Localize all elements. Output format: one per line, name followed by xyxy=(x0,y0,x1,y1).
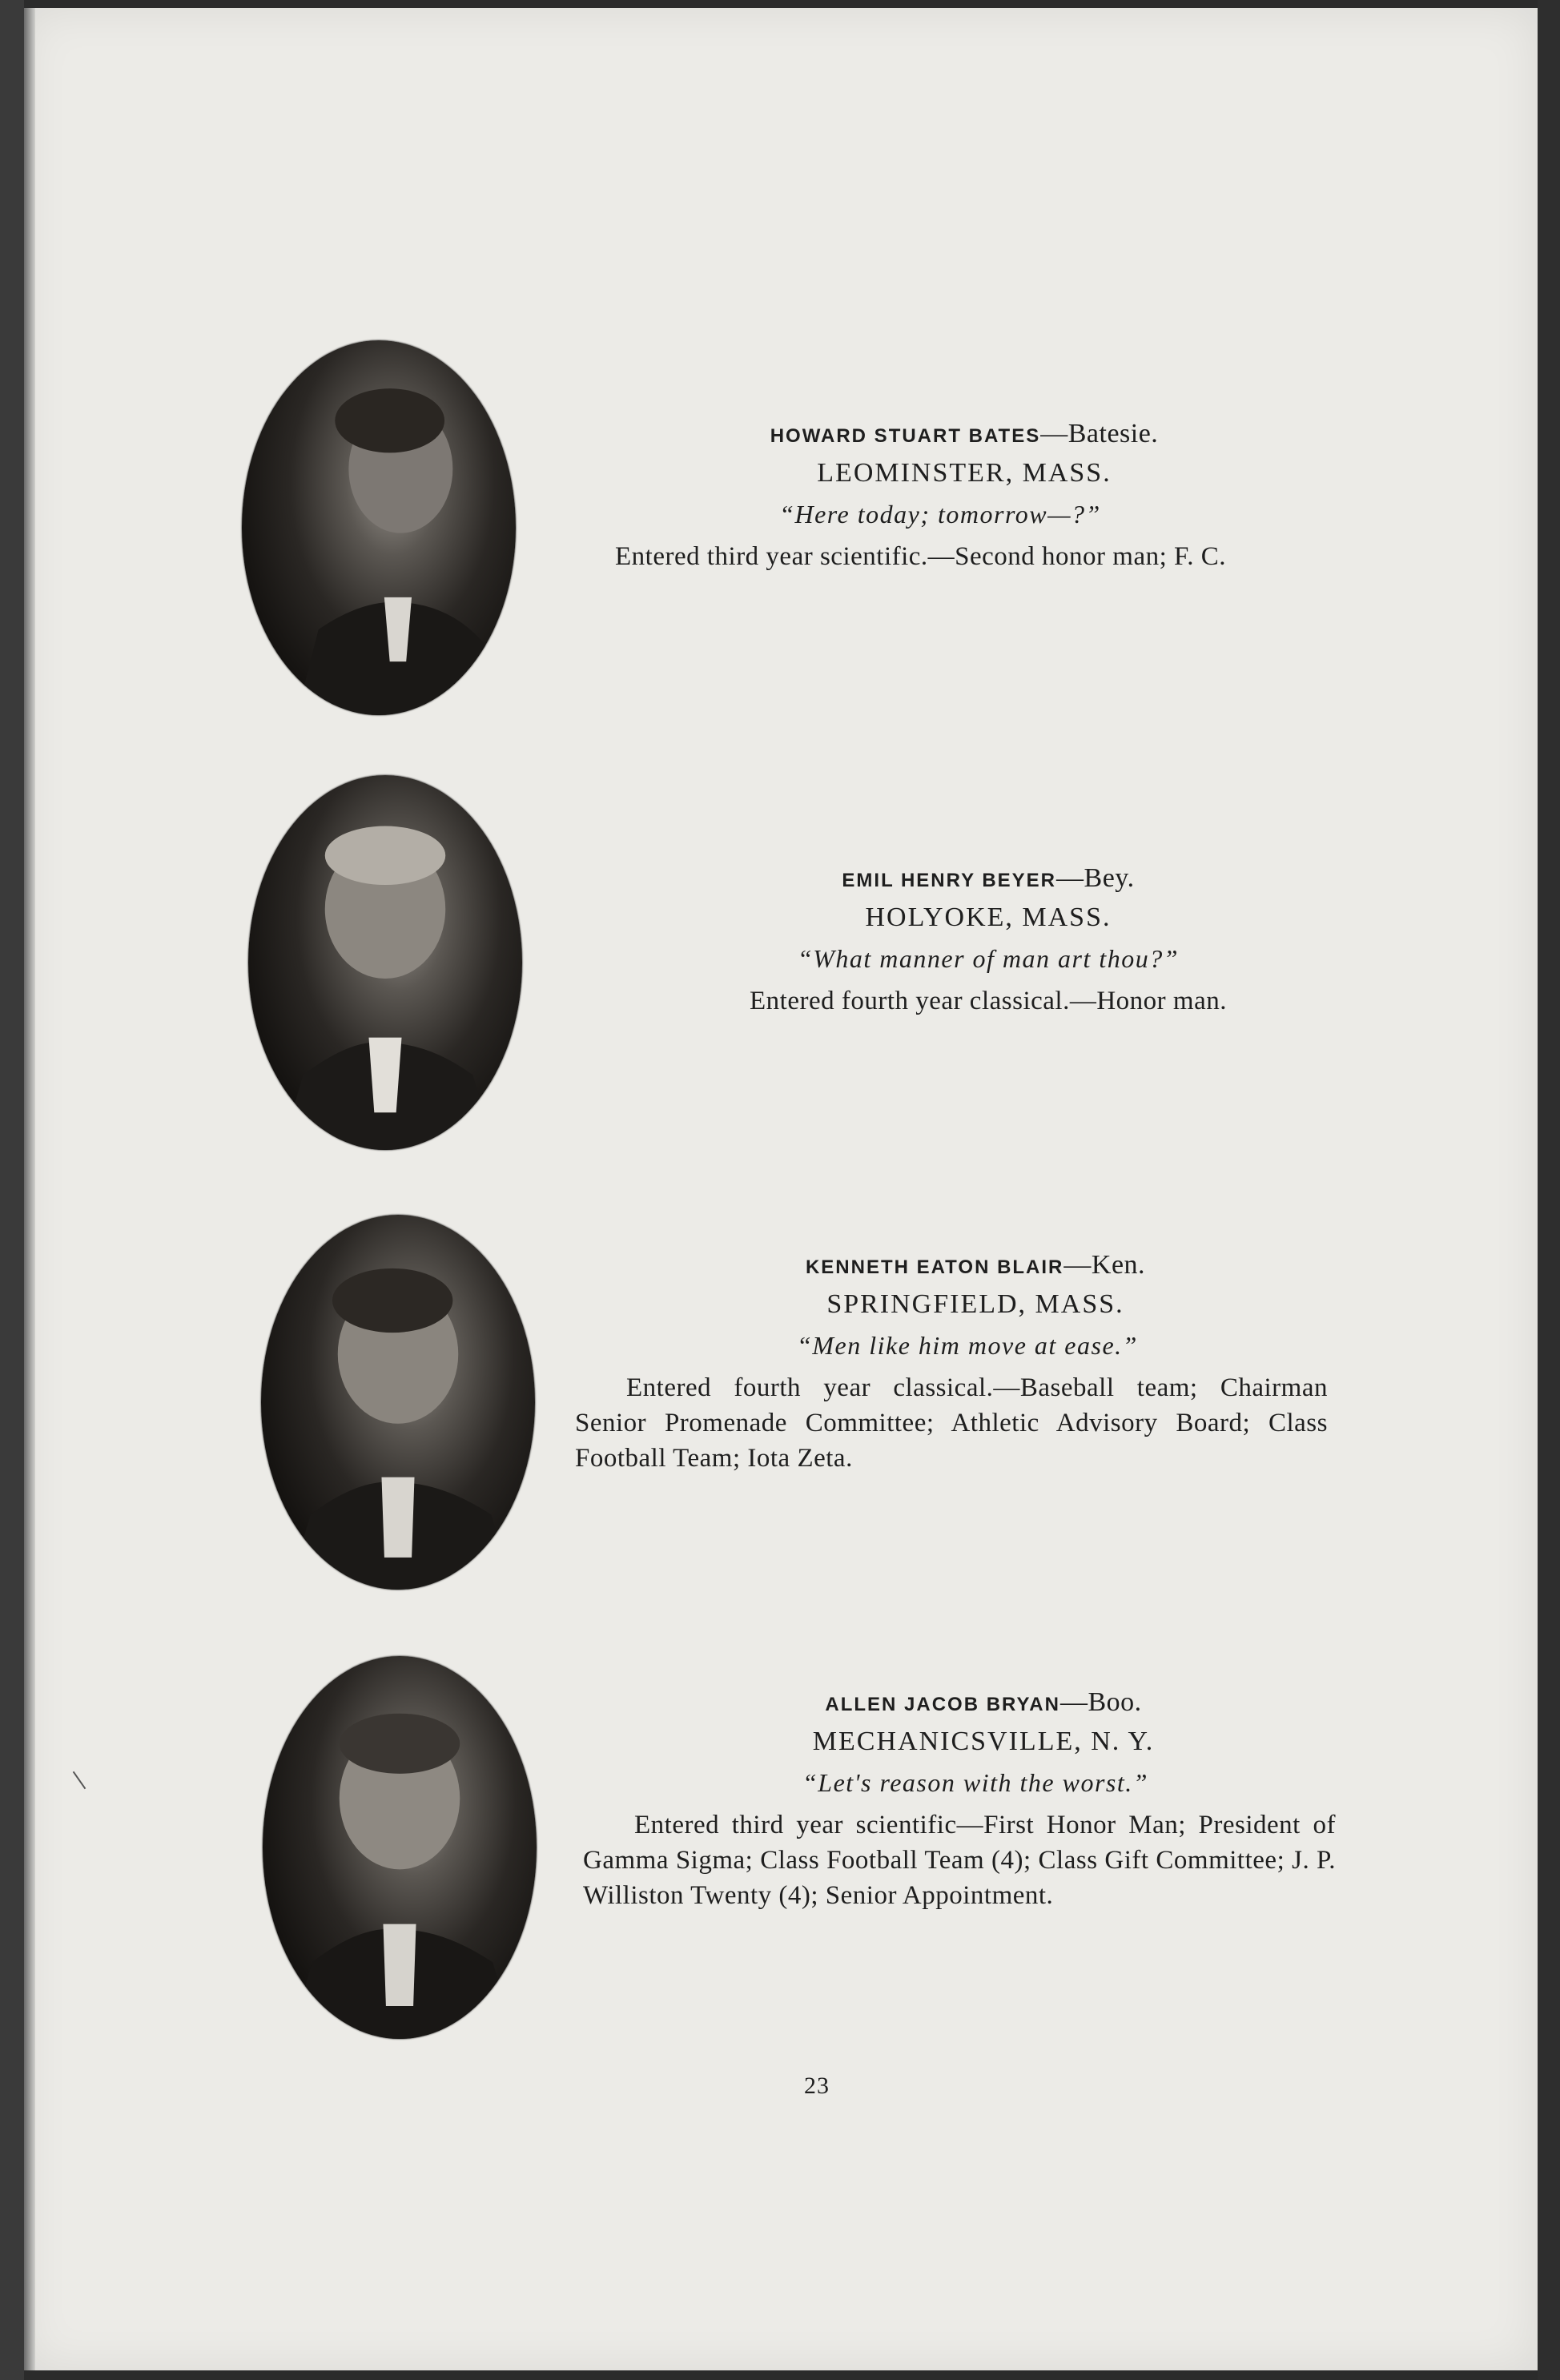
student-quote: “Here today; tomorrow—?” xyxy=(779,500,1101,529)
portrait-photo-blair xyxy=(261,1215,535,1590)
student-quote: “Men like him move at ease.” xyxy=(797,1331,1138,1360)
student-name: ALLEN JACOB BRYAN xyxy=(825,1694,1060,1715)
student-name: EMIL HENRY BEYER xyxy=(842,870,1057,891)
student-nickname: —Batesie. xyxy=(1040,419,1159,448)
binding-edge xyxy=(0,0,24,2380)
stray-mark xyxy=(73,1771,86,1789)
student-name: HOWARD STUART BATES xyxy=(770,425,1041,447)
student-quote: “Let's reason with the worst.” xyxy=(802,1768,1149,1797)
entry-bryan xyxy=(583,1687,1336,1913)
student-nickname: —Bey. xyxy=(1056,863,1135,893)
student-description: Entered third year scientific—First Honor Man; President of Gamma Sigma; Class Football Team (4); Class Gift Committee; J. P. Williston Twenty (4); Senior Appointment. xyxy=(583,1811,1336,1910)
yearbook-page xyxy=(24,8,1538,2370)
page-edge-right xyxy=(1538,0,1560,2380)
entry-heading xyxy=(564,418,1317,452)
student-hometown: HOLYOKE, MASS. xyxy=(865,903,1112,932)
portrait-photo-bryan xyxy=(263,1656,537,2039)
student-description: Entered third year scientific.—Second honor man; F. C. xyxy=(615,542,1227,571)
entry-blair xyxy=(575,1249,1328,1476)
entry-heading xyxy=(575,1249,1328,1284)
portrait-photo-bates xyxy=(242,340,516,715)
student-quote: “What manner of man art thou?” xyxy=(797,944,1180,973)
page-number: 23 xyxy=(804,2072,830,2099)
student-hometown: MECHANICSVILLE, N. Y. xyxy=(812,1727,1155,1756)
portrait-photo-beyer xyxy=(248,775,522,1150)
entry-beyer xyxy=(652,862,1325,1019)
entry-bates xyxy=(564,418,1317,574)
entry-heading xyxy=(652,862,1325,897)
entry-heading xyxy=(583,1687,1336,1721)
page-spine-shadow xyxy=(24,8,35,2370)
student-description: Entered fourth year classical.—Baseball team; Chairman Senior Promenade Committee; Athletic Advisory Board; Class Football Team; Iota Zeta. xyxy=(575,1373,1328,1473)
student-nickname: —Ken. xyxy=(1063,1250,1146,1280)
student-name: KENNETH EATON BLAIR xyxy=(805,1256,1064,1278)
student-description: Entered fourth year classical.—Honor man. xyxy=(750,987,1227,1015)
student-hometown: SPRINGFIELD, MASS. xyxy=(826,1289,1124,1319)
student-hometown: LEOMINSTER, MASS. xyxy=(817,458,1112,488)
student-nickname: —Boo. xyxy=(1059,1687,1142,1717)
